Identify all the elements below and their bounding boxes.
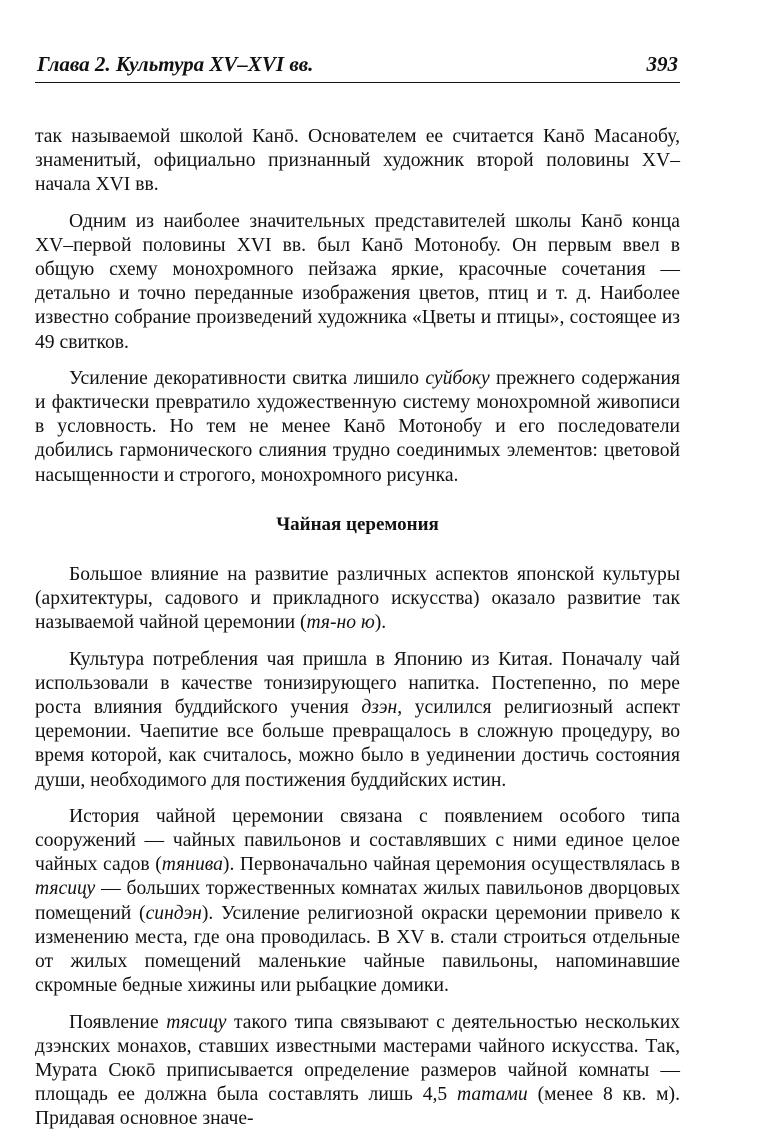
paragraph-3-text-b: прежнего содержания и фактически превратило художественную систему монохромной живописи в условность. Но тем не менее Канō Мотонобу и его последователи добились гармонического слияния трудно соединимых элементов: цветовой насыщенности и строгого, монохромного рисунка. — [35, 367, 680, 486]
paragraph-2: Одним из наиболее значительных представителей школы Канō конца XV–первой половины XVI вв. был Канō Мотонобу. Он первым ввел в общую схему монохромного пейзажа яркие, красочные сочетания — детально и точно переданные изображения цветов, птиц и т. д. Наиболее известно собрание произведений художника «Цветы и птицы», состоящее из 49 свитков. — [35, 210, 680, 353]
paragraph-5-text-b: , усилился религиозный аспект церемонии. Чаепитие все больше превращалось в сложную процедуру, во время которой, как считалось, можно было в уединении достичь состояния души, необходимого для постижения буддийских истин. — [35, 697, 680, 791]
paragraph-7-text-c: (менее 8 кв. м). Придавая основное значе- — [35, 1084, 680, 1130]
paragraph-1: так называемой школой Канō. Основателем ее считается Канō Масанобу, знаменитый, официально признанный художник второй половины XV–начала XVI вв. — [35, 126, 680, 196]
term-tyasitsu: тясицу — [35, 878, 96, 900]
paragraph-5-text-a: Культура потребления чая пришла в Японию из Китая. Поначалу чай использовали в качестве тонизирующего напитка. Постепенно, по мере роста влияния буддийского учения — [35, 648, 680, 719]
term-suiboku: суйбоку — [425, 367, 490, 389]
book-page — [35, 52, 680, 1144]
paragraph-4-text-a: Большое влияние на развитие различных аспектов японской культуры (архитектуры, садового и прикладного искусства) оказало развитие так называемой чайной церемонии ( — [35, 564, 680, 634]
paragraph-7 — [35, 1011, 680, 1132]
paragraph-6-text-d: ). Усиление религиозной окраски церемонии привело к изменению места, где она проводилась. В XV в. стали строиться отдельные от жилых помещений маленькие чайные павильоны, напоминавшие скромные бедные хижины или рыбацкие домики. — [35, 902, 681, 997]
page-number: 393 — [646, 52, 678, 76]
term-tya-no-yu: тя-но ю — [306, 612, 375, 634]
term-tyasitsu-2: тясицу — [166, 1011, 227, 1033]
paragraph-6 — [35, 805, 680, 999]
running-header — [35, 52, 680, 83]
paragraph-6-text-b: ). Первоначально чайная церемония осуществлялась в — [222, 854, 680, 876]
paragraph-6-text-c: — больших торжественных комнатах жилых павильонов дворцовых помещений ( — [35, 878, 680, 924]
paragraph-3 — [35, 367, 680, 488]
paragraph-3-text-a: Усиление декоративности свитка лишило — [69, 367, 426, 389]
section-heading: Чайная церемония — [276, 513, 439, 535]
paragraph-4 — [35, 563, 680, 636]
term-sinden: синдэн — [145, 902, 202, 924]
paragraph-7-text-b: такого типа связывают с деятельностью нескольких дзэнских монахов, ставших известными мастерами чайного искусства. Так, Мурата Сюкō приписывается определение размеров чайной комнаты — площадь ее должна была составлять лишь 4,5 — [35, 1011, 681, 1106]
paragraph-5 — [35, 648, 680, 793]
paragraph-4-text-b: ). — [374, 612, 387, 634]
term-dzen: дзэн — [361, 697, 398, 719]
main-text — [35, 125, 680, 1132]
term-tatami: татами — [457, 1084, 528, 1106]
chapter-title: Глава 2. Культура XV–XVI вв. — [37, 52, 314, 76]
paragraph-7-text-a: Появление — [69, 1011, 167, 1033]
paragraph-6-text-a: История чайной церемонии связана с появлением особого типа сооружений — чайных павильонов и составлявших с ними единое целое чайных садов ( — [35, 805, 680, 876]
term-tyaniva: тянива — [161, 854, 223, 876]
